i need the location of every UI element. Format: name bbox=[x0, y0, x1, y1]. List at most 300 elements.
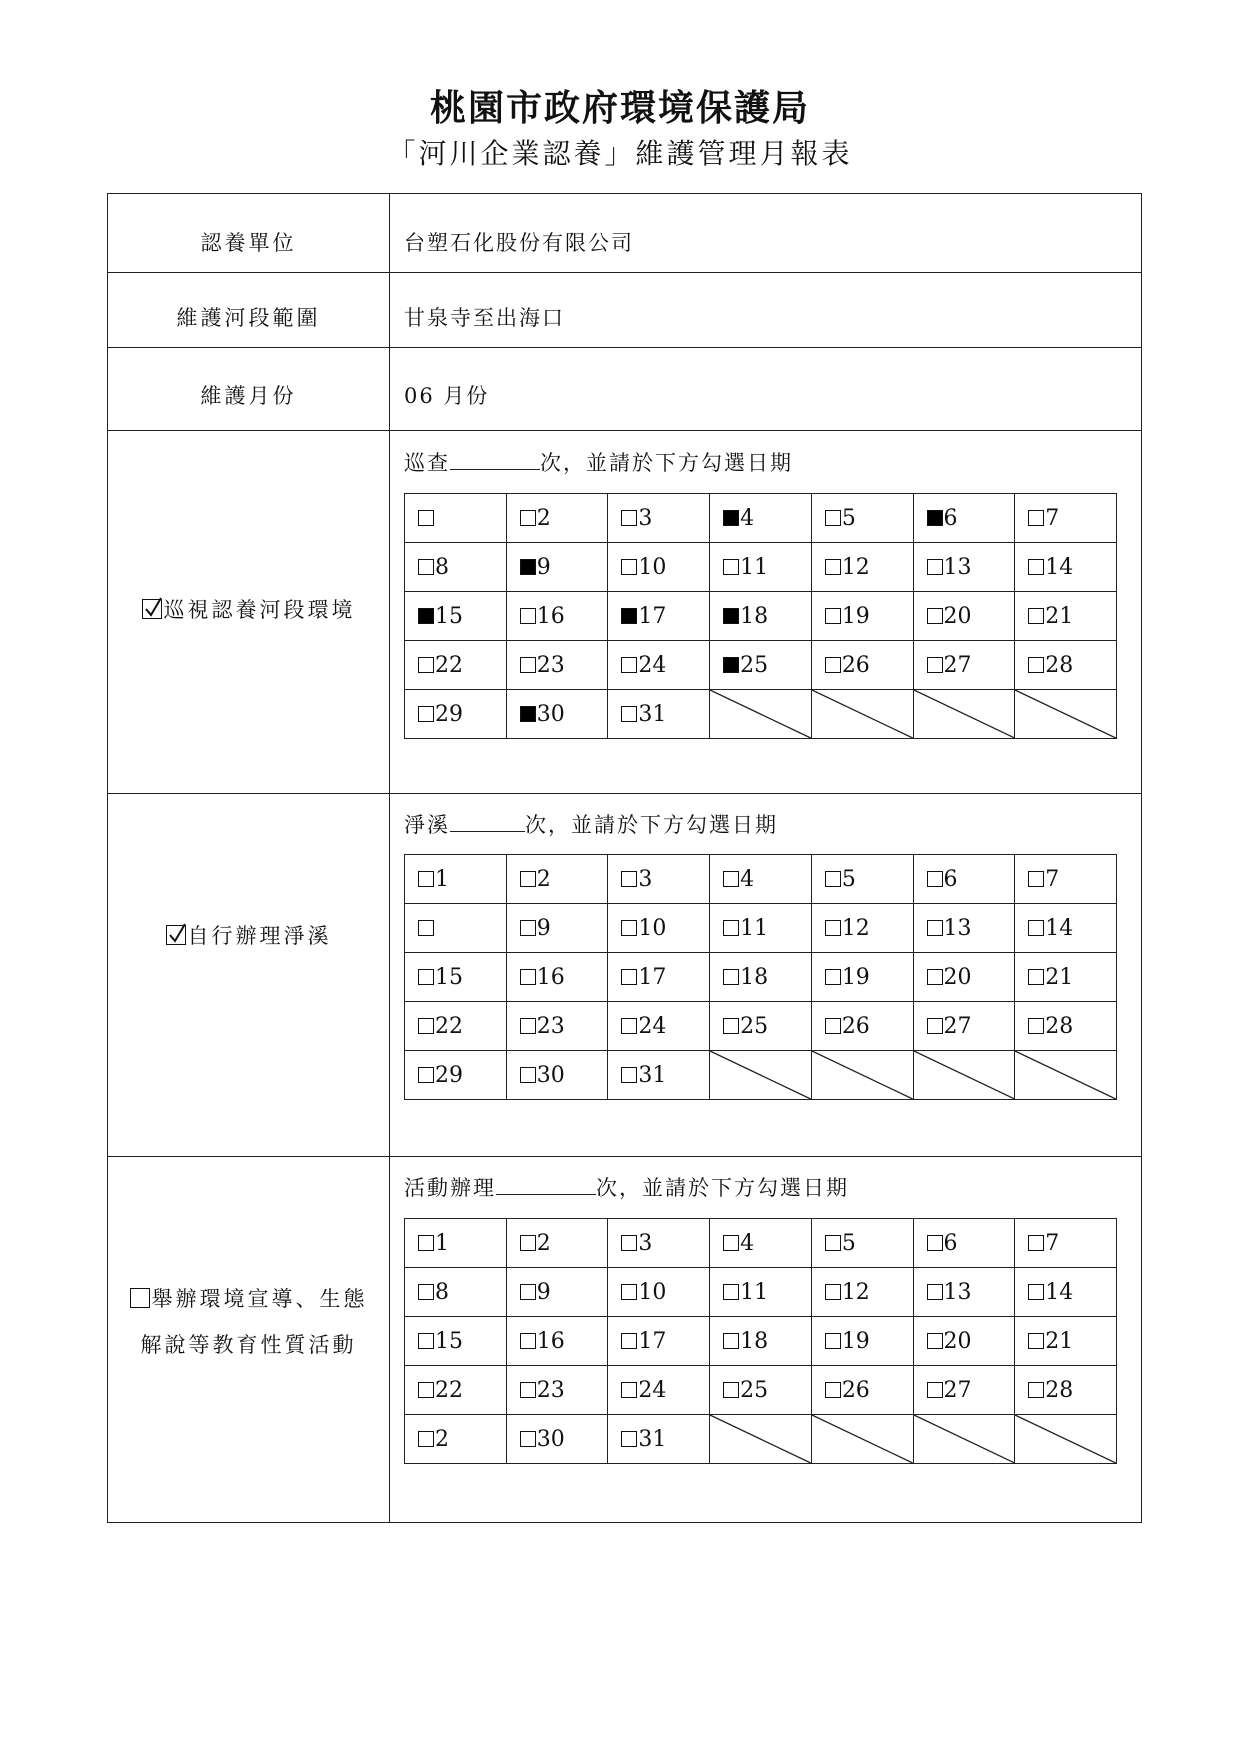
checkbox-icon[interactable] bbox=[723, 920, 739, 936]
date-cell[interactable] bbox=[1015, 543, 1117, 592]
checkbox-icon[interactable] bbox=[520, 969, 536, 985]
checkbox-icon[interactable] bbox=[825, 1333, 841, 1349]
checkbox-icon[interactable] bbox=[927, 559, 943, 575]
date-cell[interactable] bbox=[710, 1002, 812, 1051]
checkbox-icon[interactable] bbox=[418, 706, 434, 722]
checkbox-icon[interactable] bbox=[927, 920, 943, 936]
date-cell[interactable] bbox=[811, 494, 913, 543]
date-cell[interactable] bbox=[608, 1317, 710, 1366]
date-number: 7 bbox=[1045, 866, 1060, 892]
date-cell[interactable] bbox=[710, 855, 812, 904]
date-number: 22 bbox=[435, 652, 463, 678]
checkbox-icon[interactable] bbox=[520, 871, 536, 887]
checkbox-icon[interactable] bbox=[825, 1235, 841, 1251]
empty-date-cell bbox=[1015, 1051, 1117, 1100]
date-cell[interactable] bbox=[608, 1366, 710, 1415]
date-number: 18 bbox=[740, 964, 769, 990]
date-cell[interactable] bbox=[811, 1219, 913, 1268]
date-number: 15 bbox=[435, 603, 463, 629]
date-number: 9 bbox=[536, 1279, 551, 1305]
checkbox-icon[interactable] bbox=[927, 1284, 943, 1300]
date-number: 5 bbox=[841, 505, 856, 531]
date-cell[interactable] bbox=[811, 904, 913, 953]
date-cell[interactable] bbox=[608, 641, 710, 690]
date-cell[interactable] bbox=[608, 592, 710, 641]
checkbox-icon[interactable] bbox=[927, 608, 943, 624]
date-cell[interactable] bbox=[710, 494, 812, 543]
column-divider bbox=[389, 194, 390, 1522]
checkbox-icon[interactable] bbox=[418, 1333, 434, 1349]
checkbox-icon[interactable] bbox=[418, 1067, 434, 1083]
checkbox-icon[interactable] bbox=[520, 1382, 536, 1398]
section-cleanup-heading: 淨溪 次，並請於下方勾選日期 bbox=[404, 813, 778, 837]
date-cell[interactable] bbox=[405, 1219, 507, 1268]
checkbox-icon[interactable] bbox=[621, 871, 637, 887]
date-cell[interactable] bbox=[608, 953, 710, 1002]
checkbox-icon[interactable] bbox=[1028, 969, 1044, 985]
checkbox-icon[interactable] bbox=[418, 920, 434, 936]
strike-diagonal bbox=[914, 1415, 1015, 1463]
date-cell[interactable] bbox=[608, 855, 710, 904]
checkbox-icon[interactable] bbox=[1028, 1235, 1044, 1251]
date-number: 21 bbox=[1045, 964, 1074, 990]
date-cell[interactable] bbox=[811, 1317, 913, 1366]
date-cell[interactable] bbox=[405, 1002, 507, 1051]
checkbox-icon[interactable] bbox=[1028, 1333, 1044, 1349]
date-cell[interactable] bbox=[405, 1366, 507, 1415]
date-number: 24 bbox=[638, 1377, 667, 1403]
date-cell[interactable] bbox=[913, 1317, 1015, 1366]
date-cell[interactable] bbox=[913, 494, 1015, 543]
empty-date-cell bbox=[710, 1051, 812, 1100]
date-cell[interactable] bbox=[811, 855, 913, 904]
date-grid-row bbox=[405, 1002, 1117, 1051]
date-cell[interactable] bbox=[405, 1051, 507, 1100]
checkbox-icon[interactable] bbox=[825, 871, 841, 887]
date-number: 4 bbox=[740, 866, 755, 892]
checkbox-icon[interactable] bbox=[166, 925, 186, 945]
date-number: 11 bbox=[740, 554, 769, 580]
date-cell[interactable] bbox=[1015, 1268, 1117, 1317]
checkbox-icon[interactable] bbox=[621, 1333, 637, 1349]
date-number: 2 bbox=[435, 1426, 449, 1452]
date-number: 2 bbox=[536, 505, 551, 531]
date-number: 22 bbox=[435, 1013, 463, 1039]
checkbox-icon[interactable] bbox=[825, 1018, 841, 1034]
date-cell[interactable] bbox=[405, 543, 507, 592]
date-cell[interactable] bbox=[506, 690, 608, 739]
date-cell[interactable] bbox=[506, 1268, 608, 1317]
date-grid-row bbox=[405, 543, 1117, 592]
checkbox-icon[interactable] bbox=[825, 657, 841, 673]
checkbox-icon[interactable] bbox=[418, 559, 434, 575]
date-number: 31 bbox=[638, 701, 667, 727]
date-cell[interactable] bbox=[1015, 1219, 1117, 1268]
date-cell[interactable] bbox=[913, 1219, 1015, 1268]
date-number: 12 bbox=[841, 915, 870, 941]
checkbox-icon[interactable] bbox=[621, 657, 637, 673]
checked-box-icon[interactable] bbox=[520, 706, 536, 722]
date-cell[interactable] bbox=[710, 1366, 812, 1415]
strike-diagonal bbox=[914, 690, 1015, 738]
date-cell[interactable] bbox=[506, 641, 608, 690]
date-number: 28 bbox=[1045, 1013, 1074, 1039]
date-number: 17 bbox=[638, 964, 667, 990]
date-number: 21 bbox=[1045, 1328, 1074, 1354]
date-number: 31 bbox=[638, 1062, 667, 1088]
checkbox-icon[interactable] bbox=[130, 1288, 150, 1308]
checkbox-icon[interactable] bbox=[621, 1235, 637, 1251]
checkbox-icon[interactable] bbox=[723, 969, 739, 985]
date-cell[interactable] bbox=[811, 592, 913, 641]
checkbox-icon[interactable] bbox=[825, 1382, 841, 1398]
date-number: 5 bbox=[841, 1230, 856, 1256]
date-number: 4 bbox=[740, 505, 755, 531]
date-number: 13 bbox=[943, 915, 972, 941]
unit-value: 台塑石化股份有限公司 bbox=[404, 231, 634, 255]
date-cell[interactable] bbox=[1015, 855, 1117, 904]
checkbox-icon[interactable] bbox=[825, 920, 841, 936]
date-cell[interactable] bbox=[608, 543, 710, 592]
checkbox-icon[interactable] bbox=[621, 1284, 637, 1300]
checkbox-icon[interactable] bbox=[520, 657, 536, 673]
empty-date-cell bbox=[811, 690, 913, 739]
date-number: 8 bbox=[435, 1279, 449, 1305]
date-cell[interactable] bbox=[405, 855, 507, 904]
checkbox-icon[interactable] bbox=[1028, 608, 1044, 624]
date-number: 30 bbox=[536, 1426, 565, 1452]
date-cell[interactable] bbox=[710, 641, 812, 690]
checkbox-icon[interactable] bbox=[418, 871, 434, 887]
date-grid-row bbox=[405, 1317, 1117, 1366]
date-number: 20 bbox=[943, 964, 972, 990]
checkbox-icon[interactable] bbox=[1028, 920, 1044, 936]
education-date-grid bbox=[404, 1218, 1117, 1464]
date-cell[interactable] bbox=[405, 1415, 507, 1464]
date-cell[interactable] bbox=[506, 1366, 608, 1415]
count-blank[interactable] bbox=[450, 468, 540, 470]
checkbox-icon[interactable] bbox=[418, 969, 434, 985]
section-education-label[interactable]: 舉辦環境宣導、生態 解說等教育性質活動 bbox=[108, 1276, 389, 1368]
date-cell[interactable] bbox=[913, 1366, 1015, 1415]
month-value: 06 月份 bbox=[404, 384, 490, 408]
checkbox-icon[interactable] bbox=[1028, 1382, 1044, 1398]
checkbox-icon[interactable] bbox=[142, 599, 162, 619]
checkbox-icon[interactable] bbox=[520, 510, 536, 526]
date-cell[interactable] bbox=[405, 690, 507, 739]
checkbox-icon[interactable] bbox=[621, 510, 637, 526]
date-cell[interactable] bbox=[506, 1317, 608, 1366]
date-grid-row bbox=[405, 1268, 1117, 1317]
checkbox-icon[interactable] bbox=[520, 1333, 536, 1349]
date-cell[interactable] bbox=[405, 1268, 507, 1317]
date-number: 13 bbox=[943, 1279, 972, 1305]
date-number: 17 bbox=[638, 1328, 667, 1354]
checked-box-icon[interactable] bbox=[621, 608, 637, 624]
date-cell[interactable] bbox=[608, 494, 710, 543]
date-number: 19 bbox=[841, 1328, 870, 1354]
checkbox-icon[interactable] bbox=[1028, 1018, 1044, 1034]
cleanup-date-grid bbox=[404, 854, 1117, 1100]
date-cell[interactable] bbox=[913, 592, 1015, 641]
date-number: 24 bbox=[638, 1013, 667, 1039]
date-cell[interactable] bbox=[913, 855, 1015, 904]
checked-box-icon[interactable] bbox=[723, 510, 739, 526]
date-cell[interactable] bbox=[506, 904, 608, 953]
date-cell[interactable] bbox=[608, 904, 710, 953]
empty-date-cell bbox=[913, 1051, 1015, 1100]
date-cell[interactable] bbox=[913, 1268, 1015, 1317]
month-label: 維護月份 bbox=[200, 384, 297, 408]
date-cell[interactable] bbox=[811, 543, 913, 592]
date-number: 30 bbox=[536, 1062, 565, 1088]
date-cell[interactable] bbox=[1015, 1366, 1117, 1415]
range-value: 甘泉寺至出海口 bbox=[404, 306, 565, 330]
section-patrol-heading: 巡查 次，並請於下方勾選日期 bbox=[404, 451, 793, 475]
checkbox-icon[interactable] bbox=[1028, 1284, 1044, 1300]
checkbox-icon[interactable] bbox=[520, 1018, 536, 1034]
date-cell[interactable] bbox=[405, 1317, 507, 1366]
checkbox-icon[interactable] bbox=[418, 657, 434, 673]
date-number: 23 bbox=[536, 652, 565, 678]
checkbox-icon[interactable] bbox=[927, 969, 943, 985]
date-cell[interactable] bbox=[405, 641, 507, 690]
date-cell[interactable] bbox=[608, 1219, 710, 1268]
checkbox-icon[interactable] bbox=[927, 1018, 943, 1034]
checkbox-icon[interactable] bbox=[621, 1067, 637, 1083]
date-number: 20 bbox=[943, 603, 972, 629]
date-cell[interactable] bbox=[811, 953, 913, 1002]
date-cell[interactable] bbox=[710, 953, 812, 1002]
checkbox-icon[interactable] bbox=[418, 1018, 434, 1034]
date-number: 17 bbox=[638, 603, 667, 629]
row-divider bbox=[108, 430, 1141, 431]
date-cell[interactable] bbox=[710, 904, 812, 953]
checkbox-icon[interactable] bbox=[723, 1382, 739, 1398]
date-cell[interactable] bbox=[913, 543, 1015, 592]
checkbox-icon[interactable] bbox=[927, 1333, 943, 1349]
checkbox-icon[interactable] bbox=[723, 1235, 739, 1251]
checkbox-icon[interactable] bbox=[621, 559, 637, 575]
date-cell[interactable] bbox=[405, 494, 507, 543]
date-cell[interactable] bbox=[1015, 494, 1117, 543]
checkbox-icon[interactable] bbox=[621, 1382, 637, 1398]
date-number: 7 bbox=[1045, 1230, 1060, 1256]
date-cell[interactable] bbox=[506, 855, 608, 904]
checkbox-icon[interactable] bbox=[520, 1235, 536, 1251]
date-number: 4 bbox=[740, 1230, 755, 1256]
row-divider bbox=[108, 272, 1141, 273]
date-cell[interactable] bbox=[506, 543, 608, 592]
date-cell[interactable] bbox=[811, 1366, 913, 1415]
checkbox-icon[interactable] bbox=[723, 1284, 739, 1300]
date-cell[interactable] bbox=[405, 592, 507, 641]
date-number: 3 bbox=[638, 505, 653, 531]
count-blank[interactable] bbox=[496, 1193, 596, 1195]
date-cell[interactable] bbox=[608, 690, 710, 739]
checkbox-icon[interactable] bbox=[825, 1284, 841, 1300]
date-cell[interactable] bbox=[1015, 592, 1117, 641]
date-cell[interactable] bbox=[913, 953, 1015, 1002]
date-cell[interactable] bbox=[710, 1268, 812, 1317]
date-number: 5 bbox=[841, 866, 856, 892]
date-cell[interactable] bbox=[506, 1219, 608, 1268]
date-cell[interactable] bbox=[710, 1317, 812, 1366]
checkbox-icon[interactable] bbox=[927, 1382, 943, 1398]
checkbox-icon[interactable] bbox=[621, 706, 637, 722]
checkbox-icon[interactable] bbox=[723, 1018, 739, 1034]
date-number: 13 bbox=[943, 554, 972, 580]
date-number: 16 bbox=[536, 1328, 565, 1354]
date-number: 27 bbox=[943, 1013, 972, 1039]
empty-date-cell bbox=[710, 690, 812, 739]
date-number: 16 bbox=[536, 964, 565, 990]
checkbox-icon[interactable] bbox=[621, 969, 637, 985]
checkbox-icon[interactable] bbox=[723, 559, 739, 575]
date-number: 21 bbox=[1045, 603, 1074, 629]
date-grid-row bbox=[405, 855, 1117, 904]
empty-date-cell bbox=[913, 690, 1015, 739]
checkbox-icon[interactable] bbox=[418, 1382, 434, 1398]
patrol-date-grid bbox=[404, 493, 1117, 739]
date-grid-row bbox=[405, 904, 1117, 953]
checkbox-icon[interactable] bbox=[1028, 559, 1044, 575]
strike-diagonal bbox=[710, 1051, 811, 1099]
row-divider bbox=[108, 1156, 1141, 1157]
date-number: 6 bbox=[943, 505, 958, 531]
report-form bbox=[107, 193, 1142, 1523]
checkbox-icon[interactable] bbox=[520, 920, 536, 936]
date-cell[interactable] bbox=[405, 953, 507, 1002]
checkbox-icon[interactable] bbox=[418, 1284, 434, 1300]
checkbox-icon[interactable] bbox=[520, 608, 536, 624]
date-number: 11 bbox=[740, 1279, 769, 1305]
date-number: 3 bbox=[638, 1230, 653, 1256]
count-blank[interactable] bbox=[450, 830, 525, 832]
date-cell[interactable] bbox=[608, 1415, 710, 1464]
date-number: 23 bbox=[536, 1377, 565, 1403]
date-grid-row bbox=[405, 1051, 1117, 1100]
date-cell[interactable] bbox=[506, 494, 608, 543]
checkbox-icon[interactable] bbox=[1028, 657, 1044, 673]
date-cell[interactable] bbox=[710, 1219, 812, 1268]
date-grid-row bbox=[405, 1219, 1117, 1268]
checkbox-icon[interactable] bbox=[825, 608, 841, 624]
date-grid-row bbox=[405, 494, 1117, 543]
checkbox-icon[interactable] bbox=[723, 1333, 739, 1349]
checkbox-icon[interactable] bbox=[418, 510, 434, 526]
date-number: 1 bbox=[435, 866, 449, 892]
date-cell[interactable] bbox=[608, 1002, 710, 1051]
empty-date-cell bbox=[1015, 1415, 1117, 1464]
checked-box-icon[interactable] bbox=[520, 559, 536, 575]
checkbox-icon[interactable] bbox=[418, 1235, 434, 1251]
checked-box-icon[interactable] bbox=[723, 657, 739, 673]
empty-date-cell bbox=[811, 1051, 913, 1100]
document-title: 桃園市政府環境保護局 bbox=[429, 87, 810, 129]
date-cell[interactable] bbox=[608, 1268, 710, 1317]
date-number: 1 bbox=[435, 1230, 449, 1256]
date-cell[interactable] bbox=[1015, 641, 1117, 690]
date-number: 19 bbox=[841, 964, 870, 990]
date-cell[interactable] bbox=[710, 543, 812, 592]
date-cell[interactable] bbox=[506, 1002, 608, 1051]
date-number: 25 bbox=[740, 1013, 769, 1039]
date-cell[interactable] bbox=[1015, 904, 1117, 953]
date-number: 27 bbox=[943, 652, 972, 678]
date-number: 27 bbox=[943, 1377, 972, 1403]
date-cell[interactable] bbox=[1015, 1317, 1117, 1366]
checkbox-icon[interactable] bbox=[927, 871, 943, 887]
checkbox-icon[interactable] bbox=[621, 1431, 637, 1447]
date-cell[interactable] bbox=[811, 1002, 913, 1051]
checkbox-icon[interactable] bbox=[1028, 510, 1044, 526]
date-number: 7 bbox=[1045, 505, 1060, 531]
date-cell[interactable] bbox=[1015, 1002, 1117, 1051]
section-cleanup-label[interactable]: 自行辦理淨溪 bbox=[108, 913, 389, 959]
checkbox-icon[interactable] bbox=[927, 657, 943, 673]
strike-diagonal bbox=[1015, 1051, 1116, 1099]
checkbox-icon[interactable] bbox=[520, 1431, 536, 1447]
date-cell[interactable] bbox=[811, 1268, 913, 1317]
date-number: 23 bbox=[536, 1013, 565, 1039]
checkbox-icon[interactable] bbox=[723, 871, 739, 887]
checked-box-icon[interactable] bbox=[927, 510, 943, 526]
checkbox-icon[interactable] bbox=[418, 1431, 434, 1447]
date-number: 2 bbox=[536, 1230, 551, 1256]
checkbox-icon[interactable] bbox=[825, 510, 841, 526]
strike-diagonal bbox=[812, 1415, 913, 1463]
checked-box-icon[interactable] bbox=[418, 608, 434, 624]
checkbox-icon[interactable] bbox=[825, 969, 841, 985]
date-number: 10 bbox=[638, 554, 667, 580]
date-cell[interactable] bbox=[710, 592, 812, 641]
checkbox-icon[interactable] bbox=[825, 559, 841, 575]
date-number: 20 bbox=[943, 1328, 972, 1354]
strike-diagonal bbox=[710, 1415, 811, 1463]
date-cell[interactable] bbox=[506, 1415, 608, 1464]
date-cell[interactable] bbox=[506, 592, 608, 641]
date-number: 9 bbox=[536, 915, 551, 941]
date-number: 25 bbox=[740, 652, 769, 678]
checkbox-icon[interactable] bbox=[621, 1018, 637, 1034]
strike-diagonal bbox=[812, 1051, 913, 1099]
checkbox-icon[interactable] bbox=[927, 1235, 943, 1251]
date-cell[interactable] bbox=[506, 953, 608, 1002]
section-patrol-label[interactable]: 巡視認養河段環境 bbox=[108, 587, 389, 633]
date-cell[interactable] bbox=[506, 1051, 608, 1100]
checkbox-icon[interactable] bbox=[1028, 871, 1044, 887]
checkbox-icon[interactable] bbox=[621, 920, 637, 936]
row-divider bbox=[108, 347, 1141, 348]
date-cell[interactable] bbox=[913, 641, 1015, 690]
date-cell[interactable] bbox=[913, 904, 1015, 953]
checkbox-icon[interactable] bbox=[520, 1067, 536, 1083]
date-cell[interactable] bbox=[1015, 953, 1117, 1002]
date-cell[interactable] bbox=[608, 1051, 710, 1100]
date-cell[interactable] bbox=[811, 641, 913, 690]
date-number: 29 bbox=[435, 1062, 463, 1088]
date-number: 12 bbox=[841, 1279, 870, 1305]
checked-box-icon[interactable] bbox=[723, 608, 739, 624]
date-number: 2 bbox=[536, 866, 551, 892]
date-grid-row bbox=[405, 690, 1117, 739]
date-cell[interactable] bbox=[405, 904, 507, 953]
date-cell[interactable] bbox=[913, 1002, 1015, 1051]
checkbox-icon[interactable] bbox=[520, 1284, 536, 1300]
date-number: 15 bbox=[435, 964, 463, 990]
date-number: 14 bbox=[1045, 554, 1074, 580]
